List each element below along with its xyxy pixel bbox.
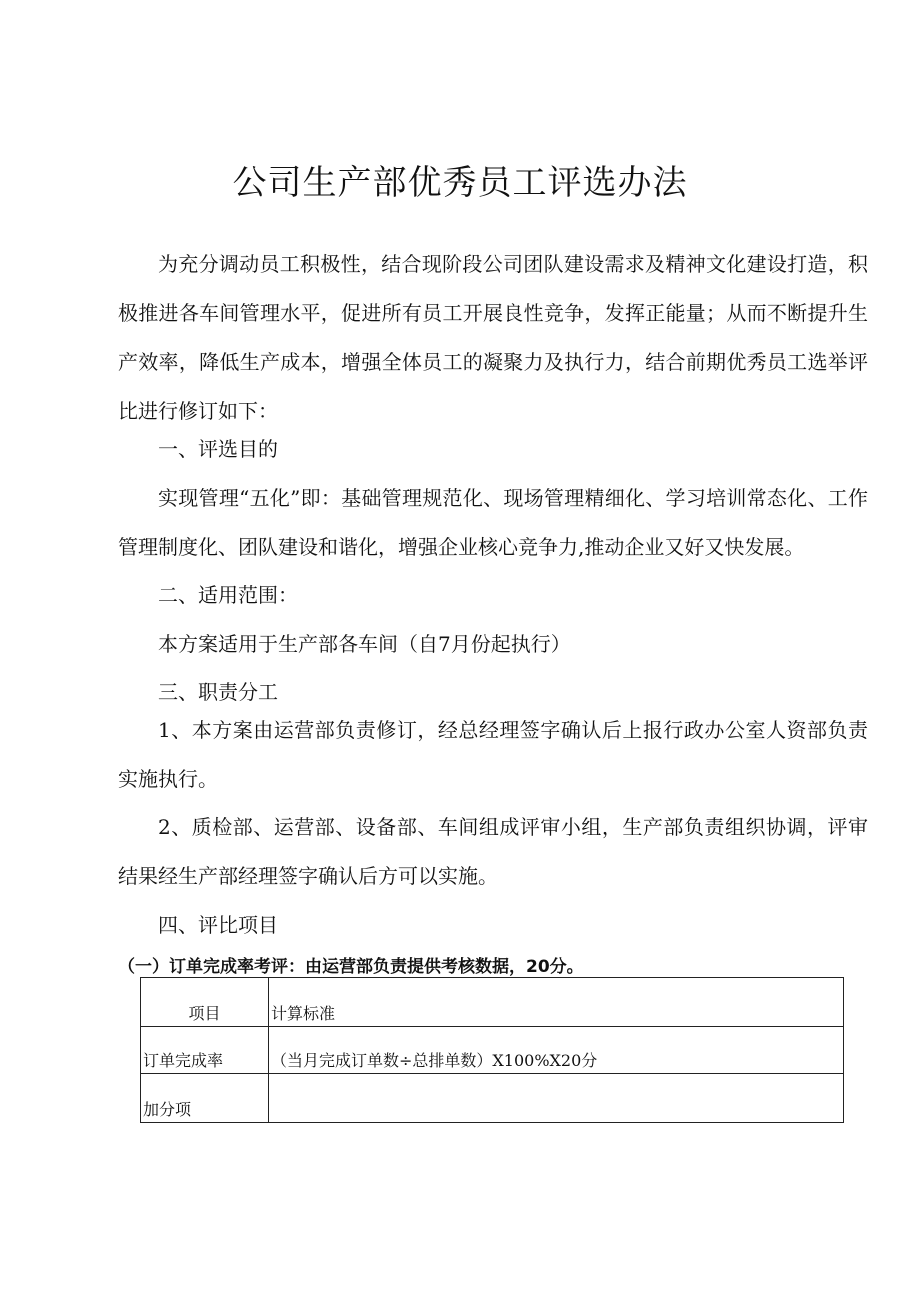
evaluation-table bbox=[140, 977, 844, 1123]
table-cell-standard: （当月完成订单数÷总排单数）X100%X20分 bbox=[269, 1027, 844, 1074]
table-row bbox=[141, 1027, 844, 1074]
table-cell-item: 订单完成率 bbox=[141, 1027, 269, 1074]
section-1-heading: 一、评选目的 bbox=[158, 437, 278, 461]
table-header-row bbox=[141, 978, 844, 1027]
section-1-heading-block bbox=[118, 425, 868, 474]
document-title: 公司生产部优秀员工评选办法 bbox=[232, 163, 688, 203]
section-3-heading: 三、职责分工 bbox=[158, 680, 278, 704]
section-2-heading-block bbox=[118, 571, 868, 620]
table-header-standard: 计算标准 bbox=[269, 978, 844, 1027]
section-4-heading: 四、评比项目 bbox=[158, 913, 278, 937]
section-4-heading-block bbox=[118, 901, 868, 950]
subsection-1-heading: （一）订单完成率考评：由运营部负责提供考核数据，20分。 bbox=[118, 957, 584, 977]
section-2-heading: 二、适用范围： bbox=[158, 583, 298, 607]
intro-paragraph bbox=[118, 240, 868, 436]
table-header-item: 项目 bbox=[141, 978, 269, 1027]
section-1-text: 实现管理“五化”即：基础管理规范化、现场管理精细化、学习培训常态化、工作管理制度化、团队建设和谐化，增强企业核心竞争力,推动企业又好又快发展。 bbox=[118, 486, 868, 559]
section-3-item-2-block bbox=[118, 803, 868, 901]
table-cell-item: 加分项 bbox=[141, 1074, 269, 1123]
section-3-item-1-block bbox=[118, 706, 868, 804]
section-3-item-2: 2、质检部、运营部、设备部、车间组成评审小组，生产部负责组织协调，评审结果经生产部经理签字确认后方可以实施。 bbox=[118, 815, 868, 888]
table-row bbox=[141, 1074, 844, 1123]
intro-text: 为充分调动员工积极性，结合现阶段公司团队建设需求及精神文化建设打造，积极推进各车间管理水平，促进所有员工开展良性竞争，发挥正能量；从而不断提升生产效率，降低生产成本，增强全体员工的凝聚力及执行力，结合前期优秀员工选举评比进行修订如下： bbox=[118, 252, 868, 423]
table-cell-standard bbox=[269, 1074, 844, 1123]
section-2-body bbox=[118, 620, 868, 669]
section-3-item-1: 1、本方案由运营部负责修订，经总经理签字确认后上报行政办公室人资部负责实施执行。 bbox=[118, 718, 868, 791]
section-2-text: 本方案适用于生产部各车间（自7月份起执行） bbox=[158, 632, 571, 656]
section-1-body bbox=[118, 474, 868, 572]
